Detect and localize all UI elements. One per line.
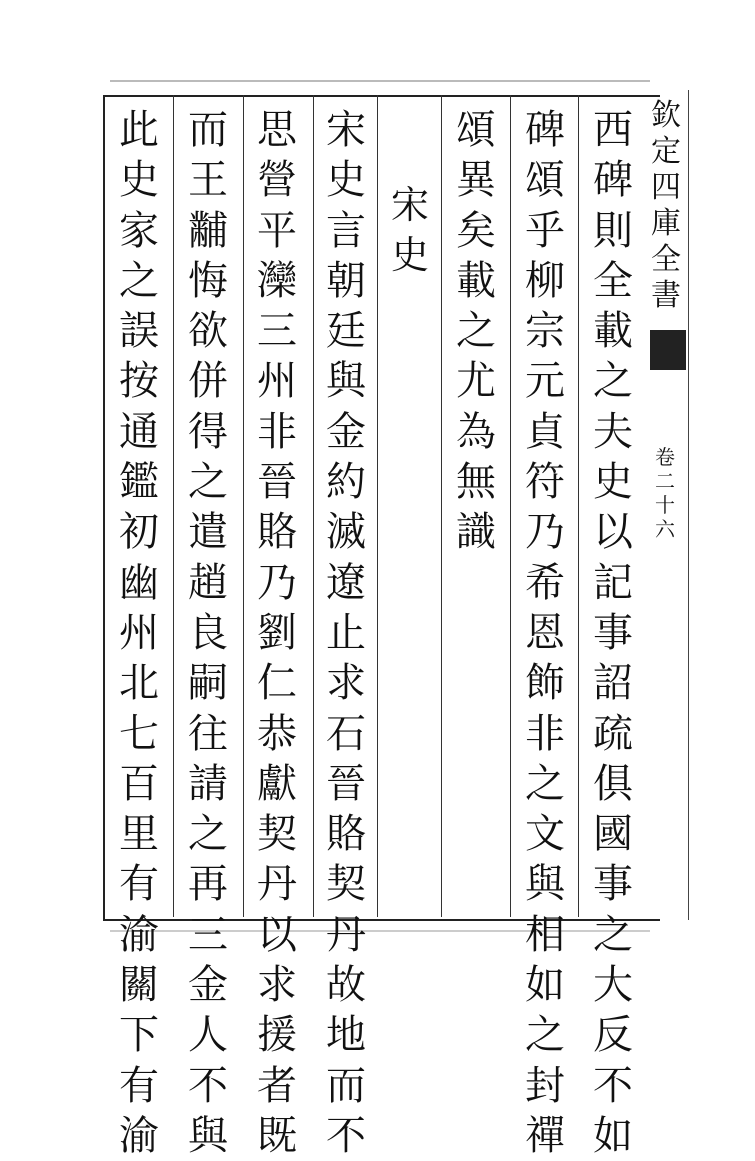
glyph: 七 (119, 710, 159, 757)
glyph: 碑 (593, 157, 633, 204)
glyph: 契 (257, 811, 297, 858)
glyph: 欲 (188, 308, 228, 355)
glyph: 異 (456, 157, 496, 204)
glyph: 灤 (257, 257, 297, 304)
glyph: 乎 (525, 207, 565, 254)
glyph: 如 (525, 962, 565, 1009)
glyph: 為 (456, 408, 496, 455)
column-rule (243, 95, 244, 917)
glyph: 非 (525, 710, 565, 757)
glyph: 百 (119, 760, 159, 807)
glyph: 遣 (188, 509, 228, 556)
glyph: 渝 (119, 911, 159, 958)
glyph: 此 (119, 107, 159, 153)
margin-juan-number (650, 445, 680, 545)
glyph: 反 (593, 1012, 633, 1059)
glyph: 之 (593, 358, 633, 405)
glyph: 事 (593, 861, 633, 908)
glyph: 里 (119, 811, 159, 858)
glyph: 通 (119, 408, 159, 455)
glyph: 而 (188, 107, 228, 153)
glyph: 定 (651, 134, 681, 169)
glyph: 史 (390, 233, 429, 278)
glyph: 營 (257, 157, 297, 204)
glyph: 大 (593, 962, 633, 1009)
glyph: 欽 (651, 98, 681, 133)
glyph: 符 (525, 459, 565, 506)
glyph: 書 (651, 278, 681, 313)
glyph: 渝 (119, 1112, 159, 1159)
glyph: 悔 (188, 257, 228, 304)
glyph: 獻 (257, 760, 297, 807)
glyph: 詔 (593, 660, 633, 707)
glyph: 之 (593, 911, 633, 958)
glyph: 地 (326, 1012, 366, 1059)
glyph: 言 (326, 207, 366, 254)
glyph: 州 (257, 358, 297, 405)
glyph: 求 (257, 962, 297, 1009)
text-column-6 (246, 105, 308, 1159)
glyph: 與 (326, 358, 366, 405)
glyph: 再 (188, 861, 228, 908)
glyph: 丹 (326, 911, 366, 958)
column-rule (313, 95, 314, 917)
column-rule (578, 95, 579, 917)
glyph: 州 (119, 609, 159, 656)
glyph: 三 (188, 911, 228, 958)
glyph: 載 (593, 308, 633, 355)
glyph: 之 (525, 1012, 565, 1059)
glyph: 之 (188, 811, 228, 858)
glyph: 幽 (119, 559, 159, 606)
glyph: 非 (257, 408, 297, 455)
glyph: 乃 (257, 559, 297, 606)
glyph: 柳 (525, 257, 565, 304)
text-column-2 (514, 105, 576, 1159)
glyph: 載 (456, 257, 496, 304)
glyph: 約 (326, 459, 366, 506)
column-rule (510, 95, 511, 917)
glyph: 不 (326, 1112, 366, 1159)
section-heading-column (379, 180, 441, 985)
glyph: 誤 (119, 308, 159, 355)
glyph: 卷 (655, 445, 675, 469)
glyph: 金 (326, 408, 366, 455)
glyph: 廷 (326, 308, 366, 355)
glyph: 丹 (257, 861, 297, 908)
glyph: 頌 (525, 157, 565, 204)
glyph: 賂 (257, 509, 297, 556)
glyph: 無 (456, 459, 496, 506)
glyph: 嗣 (188, 660, 228, 707)
glyph: 有 (119, 861, 159, 908)
column-rule (173, 95, 174, 917)
text-column-3 (445, 105, 507, 910)
top-scan-line (110, 80, 650, 82)
glyph: 以 (593, 509, 633, 556)
glyph: 晉 (326, 760, 366, 807)
glyph: 四 (651, 170, 681, 205)
glyph: 王 (188, 157, 228, 204)
glyph: 全 (593, 257, 633, 304)
glyph: 庫 (651, 206, 681, 241)
glyph: 求 (326, 660, 366, 707)
glyph: 之 (188, 459, 228, 506)
glyph: 乃 (525, 509, 565, 556)
glyph: 尤 (456, 358, 496, 405)
glyph: 貞 (525, 408, 565, 455)
glyph: 史 (119, 157, 159, 204)
glyph: 晉 (257, 459, 297, 506)
right-edge-rule (688, 90, 689, 920)
glyph: 不 (188, 1062, 228, 1109)
glyph: 得 (188, 408, 228, 455)
glyph: 與 (188, 1112, 228, 1159)
glyph: 不 (593, 1062, 633, 1109)
glyph: 六 (655, 517, 675, 541)
glyph: 鑑 (119, 459, 159, 506)
glyph: 而 (326, 1062, 366, 1109)
glyph: 朝 (326, 257, 366, 304)
glyph: 往 (188, 710, 228, 757)
glyph: 關 (119, 962, 159, 1009)
glyph: 恭 (257, 710, 297, 757)
glyph: 良 (188, 609, 228, 656)
glyph: 三 (257, 308, 297, 355)
glyph: 如 (593, 1112, 633, 1159)
glyph: 止 (326, 609, 366, 656)
glyph: 禪 (525, 1112, 565, 1159)
column-rule (441, 95, 442, 917)
column-rule (377, 95, 378, 917)
glyph: 援 (257, 1012, 297, 1059)
glyph: 遼 (326, 559, 366, 606)
glyph: 併 (188, 358, 228, 405)
text-column-8 (108, 105, 170, 1159)
glyph: 賂 (326, 811, 366, 858)
text-column-1 (582, 105, 644, 1159)
glyph: 記 (593, 559, 633, 606)
glyph: 平 (257, 207, 297, 254)
text-column-7 (177, 105, 239, 1159)
glyph: 相 (525, 911, 565, 958)
glyph: 契 (326, 861, 366, 908)
margin-book-title (644, 98, 688, 338)
glyph: 恩 (525, 609, 565, 656)
glyph: 元 (525, 358, 565, 405)
glyph: 頌 (456, 107, 496, 153)
glyph: 希 (525, 559, 565, 606)
glyph: 家 (119, 207, 159, 254)
glyph: 封 (525, 1062, 565, 1109)
glyph: 人 (188, 1012, 228, 1059)
glyph: 有 (119, 1062, 159, 1109)
glyph: 史 (326, 157, 366, 204)
glyph: 宋 (390, 183, 429, 227)
glyph: 之 (119, 257, 159, 304)
glyph: 文 (525, 811, 565, 858)
glyph: 下 (119, 1012, 159, 1059)
glyph: 者 (257, 1062, 297, 1109)
glyph: 疏 (593, 710, 633, 757)
glyph: 北 (119, 660, 159, 707)
glyph: 請 (188, 760, 228, 807)
glyph: 碑 (525, 107, 565, 153)
glyph: 劉 (257, 609, 297, 656)
glyph: 宗 (525, 308, 565, 355)
glyph: 二 (655, 469, 675, 493)
glyph: 夫 (593, 408, 633, 455)
glyph: 黼 (188, 207, 228, 254)
glyph: 宋 (326, 107, 366, 153)
glyph: 史 (593, 459, 633, 506)
text-column-5 (315, 105, 377, 1159)
glyph: 與 (525, 861, 565, 908)
glyph: 既 (257, 1112, 297, 1159)
glyph: 思 (257, 107, 297, 153)
glyph: 國 (593, 811, 633, 858)
glyph: 之 (525, 760, 565, 807)
glyph: 金 (188, 962, 228, 1009)
glyph: 石 (326, 710, 366, 757)
glyph: 矣 (456, 207, 496, 254)
glyph: 滅 (326, 509, 366, 556)
glyph: 趙 (188, 559, 228, 606)
glyph: 之 (456, 308, 496, 355)
glyph: 識 (456, 509, 496, 556)
glyph: 以 (257, 911, 297, 958)
glyph: 則 (593, 207, 633, 254)
glyph: 十 (655, 493, 675, 517)
margin-fish-tail-mark (650, 330, 686, 370)
glyph: 飾 (525, 660, 565, 707)
glyph: 故 (326, 962, 366, 1009)
glyph: 按 (119, 358, 159, 405)
glyph: 俱 (593, 760, 633, 807)
glyph: 初 (119, 509, 159, 556)
glyph: 事 (593, 609, 633, 656)
glyph: 全 (651, 242, 681, 277)
glyph: 仁 (257, 660, 297, 707)
glyph: 西 (593, 107, 633, 153)
